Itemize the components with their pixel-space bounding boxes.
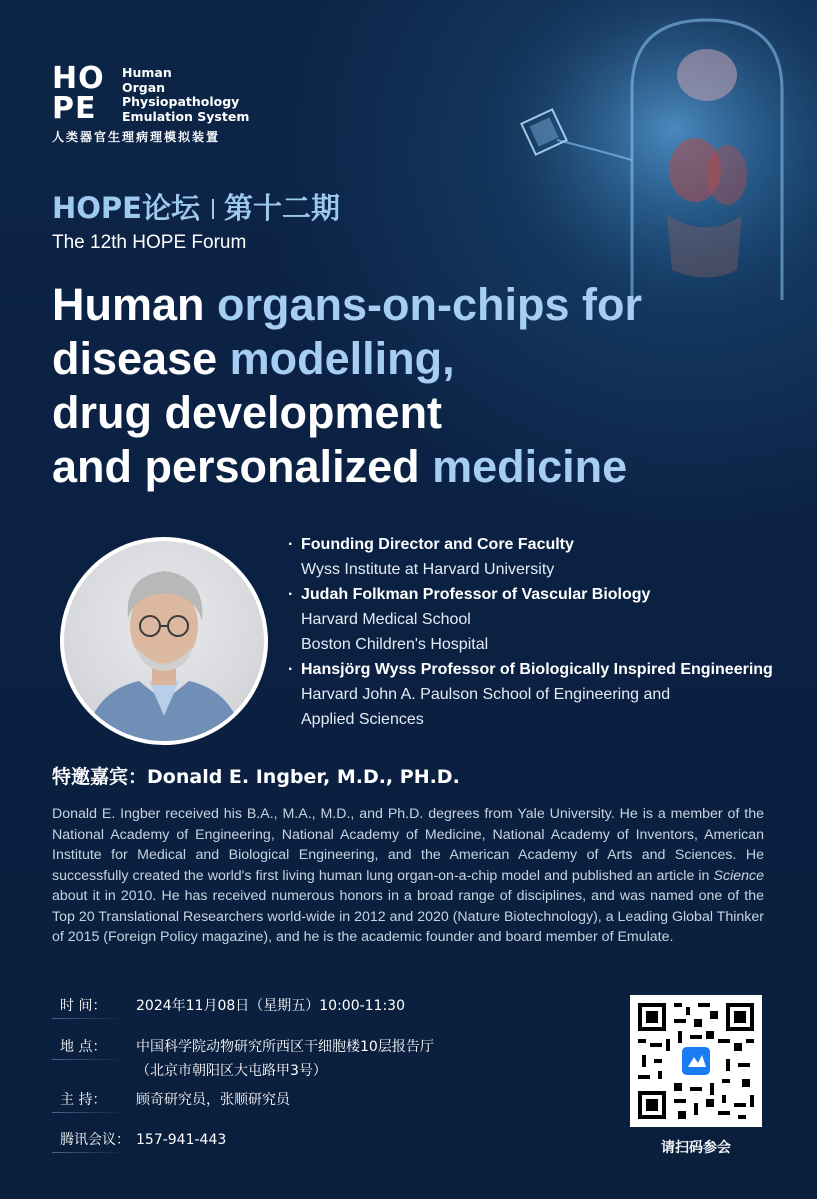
- forum-heading-en: The 12th HOPE Forum: [52, 232, 247, 253]
- forum-issue: 第十二期: [224, 191, 341, 225]
- event-location: [52, 1036, 434, 1080]
- logo-chinese-name: 人类器官生理病理模拟装置: [52, 130, 221, 144]
- role-title: · Hansjörg Wyss Professor of Biologically Inspired Engineering: [288, 657, 788, 682]
- role-affiliation: Harvard Medical School: [301, 611, 471, 628]
- meeting-value: 157-941-443: [136, 1132, 227, 1148]
- logo-mark-line1: HO: [52, 61, 105, 96]
- logo-wordmark: [122, 66, 249, 124]
- logo-word: Physiopathology: [122, 94, 240, 109]
- host-label: 主 持：: [60, 1092, 107, 1108]
- title-text: drug development: [52, 387, 443, 438]
- bio-text: about it in 2010. He has received numerous honors in a broad range of disciplines, and was named one of the Top 20 Translational Researchers world-wide in 2012 and 2020 (Nature Biotechnology), a Leading Global Thinker of 2015 (Foreign Policy magazine), and he is the academic founder and board member of Emulate.: [52, 888, 764, 945]
- guest-name: Donald E. Ingber, M.D., PH.D.: [147, 766, 460, 788]
- host-value: 顾奇研究员，张顺研究员: [136, 1092, 290, 1108]
- logo-word: Emulation System: [122, 108, 250, 124]
- speaker-bio: [52, 804, 764, 948]
- divider: [52, 1059, 126, 1060]
- speaker-photo: [60, 537, 268, 745]
- qr-caption: 请扫码参会: [661, 1140, 731, 1156]
- role-affiliation: Boston Children's Hospital: [301, 636, 489, 653]
- divider: [52, 1152, 126, 1153]
- title-text: disease: [52, 333, 230, 384]
- divider: [52, 1018, 126, 1019]
- title-text: organs-on-chips for: [217, 279, 643, 330]
- role-title: · Founding Director and Core Faculty: [288, 532, 788, 557]
- role-title: · Judah Folkman Professor of Vascular Biology: [288, 582, 788, 607]
- bio-text: Donald E. Ingber received his B.A., M.A., M.D., and Ph.D. degrees from Yale University. He is a member of the National Academy of Engineering, National Academy of Medicine, National Academy of Inventors, American Institute for Medical and Biological Engineering, and the American Academy of Arts and Sciences. He successfully created the world's first living human lung organ-on-a-chip model and published an article in: [52, 806, 764, 884]
- title-text: modelling,: [229, 333, 455, 384]
- logo-word: Organ: [122, 79, 166, 95]
- talk-title: [52, 278, 772, 494]
- divider: [212, 199, 214, 219]
- speaker-affiliations: [288, 532, 788, 732]
- event-time: [52, 995, 405, 1015]
- registration-qr-code[interactable]: [630, 995, 762, 1127]
- meeting-label: 腾讯会议：: [60, 1132, 130, 1148]
- event-host: [52, 1089, 290, 1109]
- event-meeting-id: [52, 1129, 226, 1149]
- forum-name: HOPE论坛: [52, 191, 200, 225]
- guest-label: 特邀嘉宾：: [52, 766, 148, 788]
- role-affiliation: Harvard John A. Paulson School of Engineering and: [301, 686, 671, 703]
- place-address: （北京市朝阳区大屯路甲3号）: [136, 1063, 327, 1079]
- logo-mark-line2: PE: [52, 91, 97, 126]
- speaker-portrait-illustration: [64, 541, 264, 741]
- bio-journal: Science: [713, 867, 764, 884]
- role-affiliation: Applied Sciences: [301, 711, 424, 728]
- role-affiliation: Wyss Institute at Harvard University: [301, 561, 555, 578]
- divider: [52, 1112, 126, 1113]
- forum-heading-cn: [52, 186, 340, 227]
- logo-word: Human: [122, 65, 172, 80]
- title-text: and personalized: [52, 441, 433, 492]
- organ-chip-illustration: [457, 0, 817, 320]
- place-value: 中国科学院动物研究所西区干细胞楼10层报告厅: [136, 1039, 434, 1055]
- hope-logo: [52, 61, 105, 126]
- title-text: Human: [52, 279, 218, 330]
- place-label: 地 点：: [60, 1039, 107, 1055]
- time-value: 2024年11月08日（星期五）10:00-11:30: [136, 998, 406, 1014]
- title-text: medicine: [432, 441, 628, 492]
- guest-speaker: [52, 762, 460, 789]
- time-label: 时 间：: [60, 998, 107, 1014]
